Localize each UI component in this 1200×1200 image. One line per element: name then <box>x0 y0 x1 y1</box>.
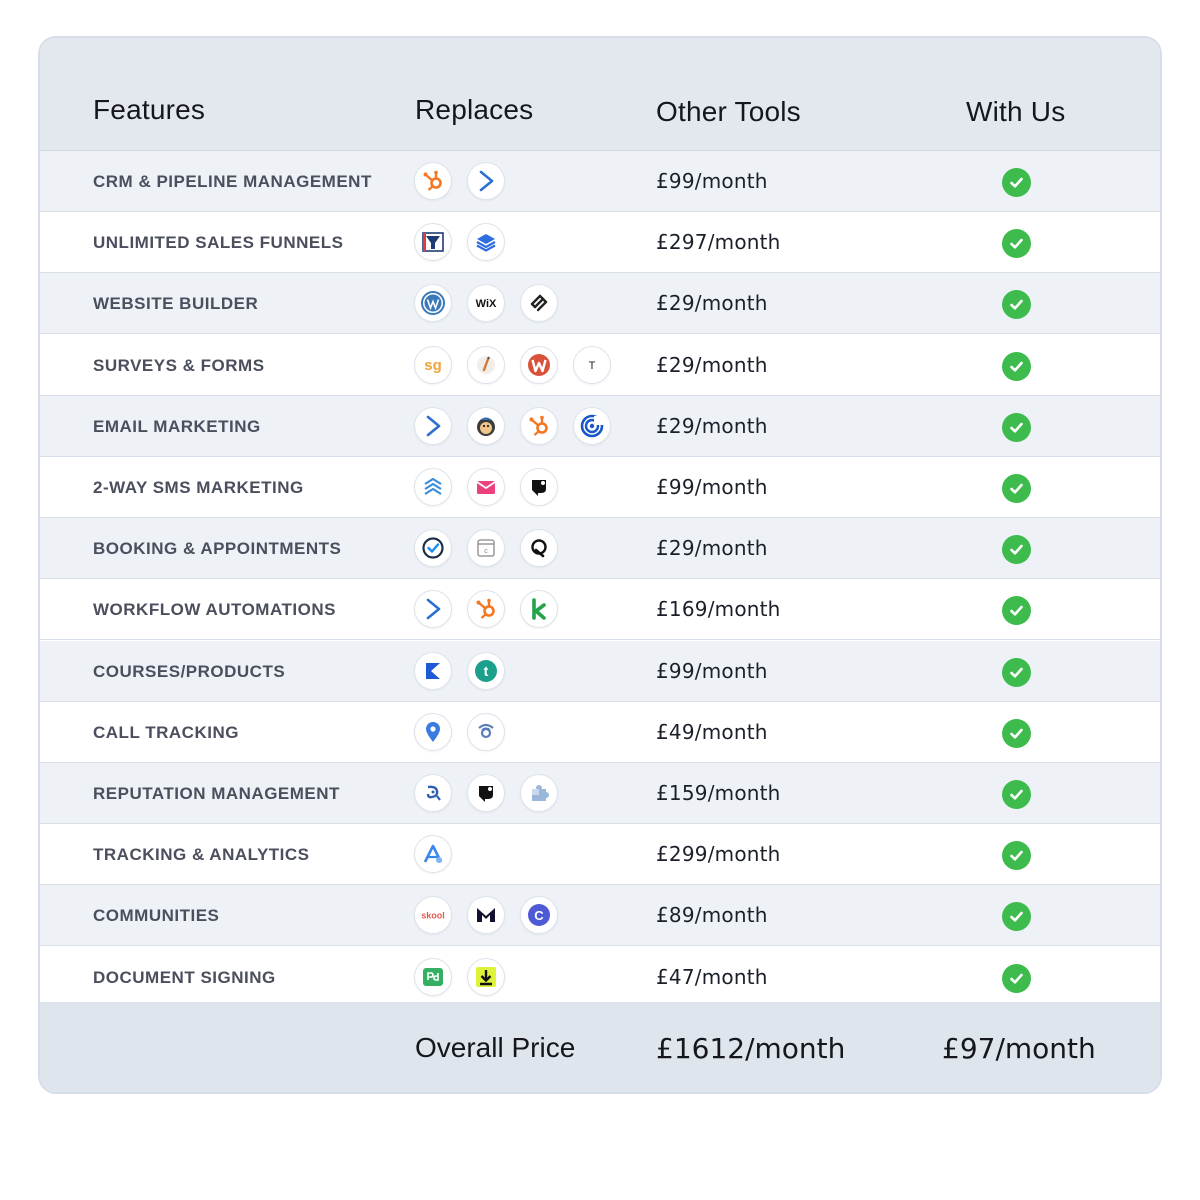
other-tools-price: £99/month <box>656 658 768 683</box>
included-check-icon <box>1002 535 1031 564</box>
table-row <box>40 947 1160 1008</box>
included-check-icon <box>1002 902 1031 931</box>
with-us-column-header: With Us <box>966 96 1066 127</box>
hubspot-icon <box>467 590 505 628</box>
replaces-column-header: Replaces <box>415 94 534 125</box>
leadpages-icon <box>467 223 505 261</box>
included-check-icon <box>1002 719 1031 748</box>
activecampaign-icon <box>414 590 452 628</box>
feature-name: EMAIL MARKETING <box>93 416 261 436</box>
wix-icon <box>467 284 505 322</box>
svg-text:skool: skool <box>421 910 445 921</box>
feature-name: DOCUMENT SIGNING <box>93 967 276 987</box>
table-row <box>40 457 1160 518</box>
feature-name: TRACKING & ANALYTICS <box>93 845 310 865</box>
included-check-icon <box>1002 841 1031 870</box>
surveygizmo-icon <box>414 346 452 384</box>
callrail-icon <box>467 713 505 751</box>
hubspot-icon <box>520 407 558 445</box>
keap-icon <box>520 590 558 628</box>
activecampaign-icon <box>414 407 452 445</box>
feature-name: BOOKING & APPOINTMENTS <box>93 539 342 559</box>
replaced-tools-icons <box>414 162 505 200</box>
other-tools-price: £49/month <box>656 719 768 744</box>
envelope-icon <box>467 468 505 506</box>
other-tools-total: £1612/month <box>656 1032 846 1065</box>
other-tools-price: £89/month <box>656 903 768 928</box>
table-row <box>40 212 1160 273</box>
feature-name: REPUTATION MANAGEMENT <box>93 784 340 803</box>
feature-name: CRM & PIPELINE MANAGEMENT <box>93 172 372 191</box>
survey-pen-icon <box>467 346 505 384</box>
included-check-icon <box>1002 474 1031 503</box>
replaced-tools-icons <box>414 713 505 751</box>
svg-text:t: t <box>483 662 489 679</box>
replaced-tools-icons <box>414 529 558 567</box>
included-check-icon <box>1002 168 1031 197</box>
included-check-icon <box>1002 596 1031 625</box>
feature-name: COURSES/PRODUCTS <box>93 661 286 681</box>
table-row <box>40 641 1160 702</box>
other-tools-price: £47/month <box>656 964 768 989</box>
download-sign-icon <box>467 958 505 996</box>
constant-contact-icon <box>573 407 611 445</box>
table-footer <box>40 1002 1160 1092</box>
mailchimp-icon <box>467 407 505 445</box>
table-row <box>40 763 1160 824</box>
other-tools-price: £299/month <box>656 842 781 867</box>
svg-text:T: T <box>588 359 596 372</box>
other-tools-price: £29/month <box>656 536 768 561</box>
replaced-tools-icons <box>414 468 558 506</box>
replaced-tools-icons <box>414 835 452 873</box>
other-tools-price: £99/month <box>656 475 768 499</box>
analytics-icon <box>414 835 452 873</box>
feature-name: UNLIMITED SALES FUNNELS <box>93 233 344 253</box>
feature-name: COMMUNITIES <box>93 906 220 926</box>
svg-text:C: C <box>534 908 544 924</box>
svg-text:sg: sg <box>424 356 442 374</box>
included-check-icon <box>1002 964 1031 993</box>
table-row <box>40 885 1160 946</box>
circle-icon <box>520 896 558 934</box>
included-check-icon <box>1002 413 1031 442</box>
table-row <box>40 335 1160 396</box>
replaced-tools-icons <box>414 223 505 261</box>
other-tools-price: £29/month <box>656 413 768 438</box>
table-row <box>40 273 1160 334</box>
table-row <box>40 151 1160 212</box>
feature-name: SURVEYS & FORMS <box>93 355 265 375</box>
replaced-tools-icons <box>414 774 558 812</box>
svg-text:WiX: WiX <box>475 298 497 311</box>
other-tools-price: £29/month <box>656 352 768 377</box>
feature-name: WORKFLOW AUTOMATIONS <box>93 600 336 620</box>
table-row <box>40 579 1160 640</box>
other-tools-column-header: Other Tools <box>656 96 801 127</box>
included-check-icon <box>1002 658 1031 687</box>
clickfunnels-icon <box>414 223 452 261</box>
wufoo-icon <box>520 346 558 384</box>
svg-text:c: c <box>484 548 488 556</box>
other-tools-price: £159/month <box>656 781 781 805</box>
feature-name: WEBSITE BUILDER <box>93 294 259 314</box>
kajabi-icon <box>414 652 452 690</box>
layers-sms-icon <box>414 468 452 506</box>
puzzle-icon <box>520 774 558 812</box>
wordpress-icon <box>414 284 452 322</box>
replaced-tools-icons <box>414 346 611 384</box>
other-tools-price: £29/month <box>656 291 768 316</box>
replaced-tools-icons <box>414 896 558 934</box>
pandadoc-icon <box>414 958 452 996</box>
teachable-icon <box>467 652 505 690</box>
squarespace-icon <box>520 284 558 322</box>
with-us-total: £97/month <box>942 1032 1096 1065</box>
calendly-icon <box>414 529 452 567</box>
replaced-tools-icons <box>414 284 558 322</box>
feature-name: 2-WAY SMS MARKETING <box>93 478 304 497</box>
location-pin-icon <box>414 713 452 751</box>
replaced-tools-icons <box>414 652 505 690</box>
included-check-icon <box>1002 290 1031 319</box>
skool-icon <box>414 896 452 934</box>
other-tools-price: £99/month <box>656 169 768 193</box>
typeform-icon <box>573 346 611 384</box>
included-check-icon <box>1002 780 1031 809</box>
feature-name: CALL TRACKING <box>93 722 239 742</box>
other-tools-price: £169/month <box>656 597 781 622</box>
table-row <box>40 396 1160 457</box>
calendar-icon <box>467 529 505 567</box>
pricing-comparison-table <box>38 36 1162 1094</box>
birdeye-icon <box>414 774 452 812</box>
overall-price-label: Overall Price <box>415 1032 576 1063</box>
replaced-tools-icons <box>414 407 611 445</box>
features-column-header: Features <box>93 94 206 125</box>
table-row <box>40 702 1160 763</box>
table-row <box>40 824 1160 885</box>
hubspot-icon <box>414 162 452 200</box>
podium-icon <box>520 468 558 506</box>
replaced-tools-icons <box>414 958 505 996</box>
table-row <box>40 518 1160 579</box>
included-check-icon <box>1002 352 1031 381</box>
acuity-icon <box>520 529 558 567</box>
included-check-icon <box>1002 229 1031 258</box>
other-tools-price: £297/month <box>656 230 781 255</box>
mighty-icon <box>467 896 505 934</box>
replaced-tools-icons <box>414 590 558 628</box>
table-header <box>40 38 1160 151</box>
activecampaign-icon <box>467 162 505 200</box>
podium-icon <box>467 774 505 812</box>
